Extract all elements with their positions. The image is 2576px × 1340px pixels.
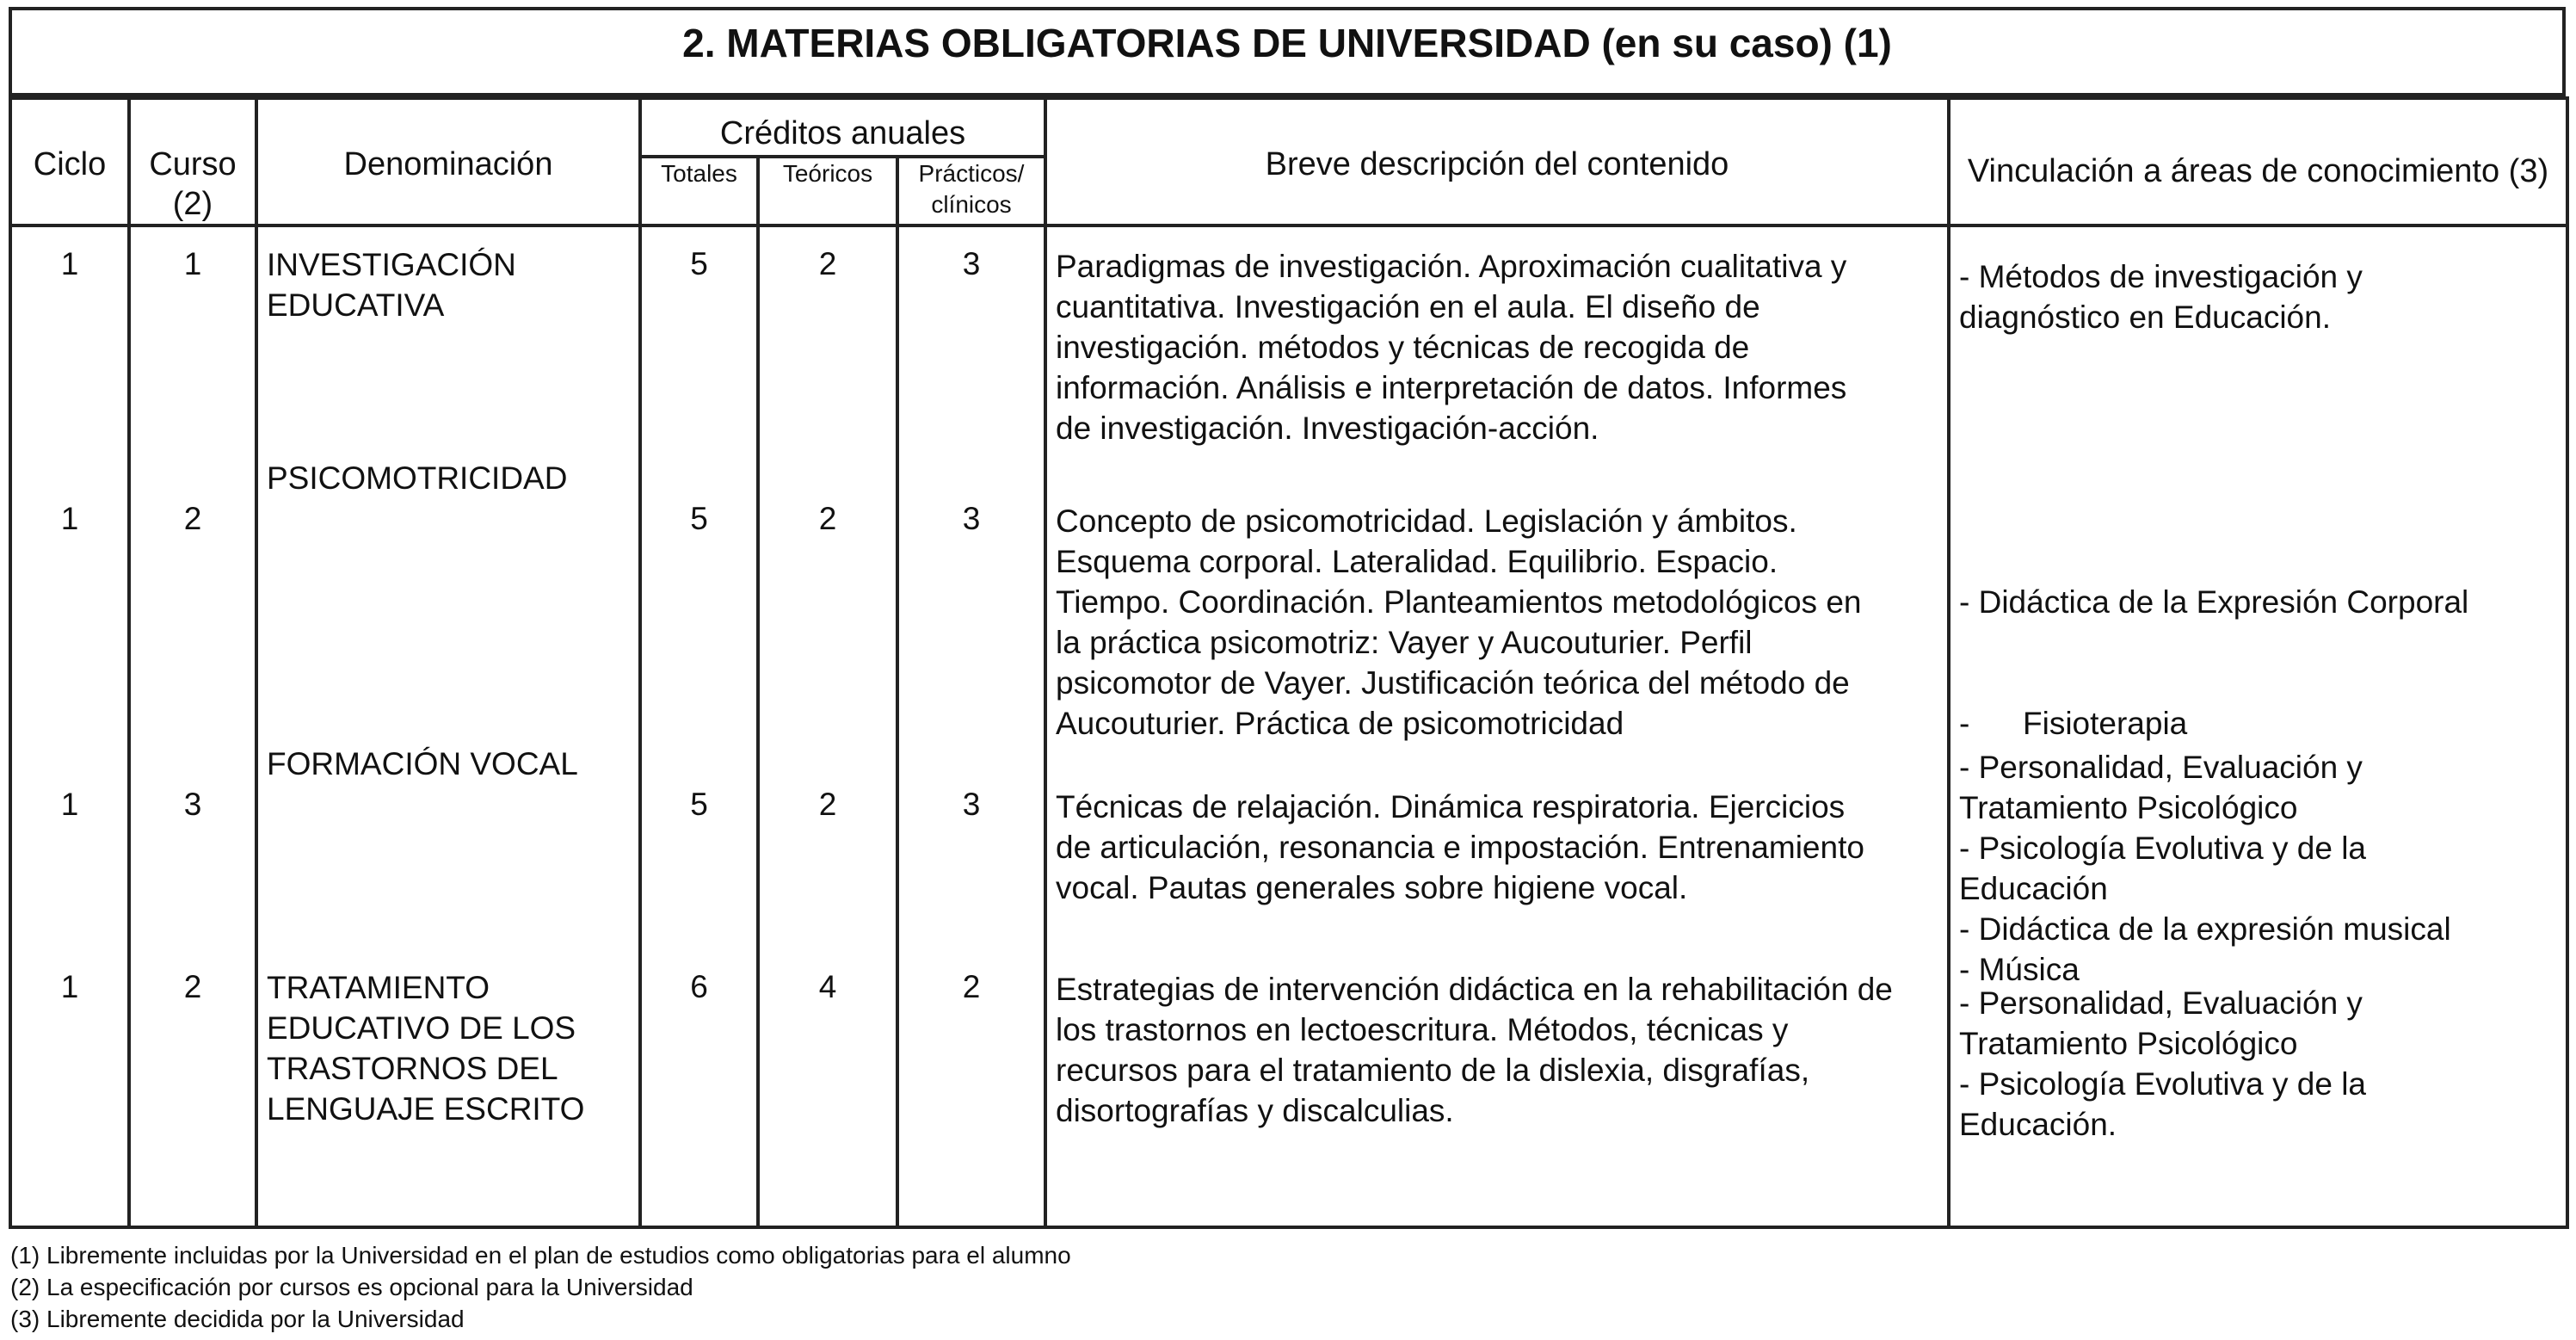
descripcion-2: Concepto de psicomotricidad. Legislación y ámbitos. Esquema corporal. Lateralidad. Equilibrio. Espacio. Tiempo. Coordinación. Planteamientos metodológicos en la práctica psicomotriz: Vayer y Aucouturier. Perfil psicomotor de Vayer. Justificación teórica del método de Aucouturier. Práctica de psicomotricidad: [1056, 503, 1862, 741]
curso-4: 2: [183, 969, 202, 1004]
ciclo-4: 1: [60, 969, 79, 1004]
denominacion-3: FORMACIÓN VOCAL: [267, 746, 578, 781]
col-denominacion: [256, 225, 640, 1227]
col-teoricos: [758, 225, 897, 1227]
teoricos-1: 2: [818, 246, 837, 281]
title-box: [9, 7, 2566, 96]
practicos-1: 3: [962, 246, 981, 281]
col-practicos: [897, 225, 1045, 1227]
footnote-3: (3) Libremente decidida por la Universidad: [10, 1306, 465, 1332]
curso-3: 3: [183, 787, 202, 822]
denominacion-4: TRATAMIENTO EDUCATIVO DE LOS TRASTORNOS DEL LENGUAJE ESCRITO: [267, 970, 585, 1127]
header-ciclo: Ciclo: [10, 98, 129, 225]
ciclo-1: 1: [60, 246, 79, 281]
vinculacion-2: - Didáctica de la Expresión Corporal - Fisioterapia: [1959, 584, 2469, 741]
header-vinculacion: Vinculación a áreas de conocimiento (3): [1949, 98, 2567, 225]
curso-1: 1: [183, 246, 202, 281]
ciclo-3: 1: [60, 787, 79, 822]
col-vinculacion: [1949, 225, 2567, 1227]
teoricos-4: 4: [818, 969, 837, 1004]
footnotes: [10, 1239, 1071, 1335]
header-totales: Totales: [640, 157, 758, 225]
header-row-top: [10, 98, 2567, 157]
totales-3: 5: [690, 787, 708, 822]
totales-4: 6: [690, 969, 708, 1004]
descripcion-4: Estrategias de intervención didáctica en la rehabilitación de los trastornos en lectoescritura. Métodos, técnicas y recursos para el tratamiento de la dislexia, disgrafías, disortografías y discalculias.: [1056, 972, 1893, 1128]
materias-table: [9, 96, 2569, 1229]
header-teoricos: Teóricos: [758, 157, 897, 225]
footnote-2: (2) La especificación por cursos es opcional para la Universidad: [10, 1274, 693, 1300]
practicos-2: 3: [962, 501, 981, 536]
header-denominacion: Denominación: [256, 98, 640, 225]
teoricos-2: 2: [818, 501, 837, 536]
footnote-1: (1) Libremente incluidas por la Universidad en el plan de estudios como obligatorias para el alumno: [10, 1242, 1071, 1269]
practicos-3: 3: [962, 787, 981, 822]
page-title: 2. MATERIAS OBLIGATORIAS DE UNIVERSIDAD (en su caso) (1): [682, 21, 1892, 65]
denominacion-1: INVESTIGACIÓN EDUCATIVA: [267, 247, 516, 323]
teoricos-3: 2: [818, 787, 837, 822]
totales-2: 5: [690, 501, 708, 536]
vinculacion-1: - Métodos de investigación y diagnóstico en Educación.: [1959, 259, 2363, 335]
vinculacion-4: - Personalidad, Evaluación y Tratamiento Psicológico - Psicología Evolutiva y de la Educación.: [1959, 985, 2367, 1142]
table-body-row: [10, 225, 2567, 1227]
header-creditos: Créditos anuales: [640, 98, 1045, 157]
curso-2: 2: [183, 501, 202, 536]
denominacion-2: PSICOMOTRICIDAD: [267, 460, 568, 496]
practicos-4: 2: [962, 969, 981, 1004]
ciclo-2: 1: [60, 501, 79, 536]
descripcion-3: Técnicas de relajación. Dinámica respiratoria. Ejercicios de articulación, resonancia e impostación. Entrenamiento vocal. Pautas generales sobre higiene vocal.: [1056, 789, 1864, 905]
col-curso: [129, 225, 256, 1227]
col-ciclo: [10, 225, 129, 1227]
header-practicos: Prácticos/ clínicos: [897, 157, 1045, 225]
vinculacion-3: - Personalidad, Evaluación y Tratamiento Psicológico - Psicología Evolutiva y de la Educación - Didáctica de la expresión musical - Música: [1959, 750, 2451, 987]
header-curso: Curso (2): [129, 98, 256, 225]
descripcion-1: Paradigmas de investigación. Aproximación cualitativa y cuantitativa. Investigación en el aula. El diseño de investigación. métodos y técnicas de recogida de información. Análisis e interpretación de datos. Informes de investigación. Investigación-acción.: [1056, 249, 1847, 446]
totales-1: 5: [690, 246, 708, 281]
header-descripcion: Breve descripción del contenido: [1045, 98, 1949, 225]
col-totales: [640, 225, 758, 1227]
col-descripcion: [1045, 225, 1949, 1227]
